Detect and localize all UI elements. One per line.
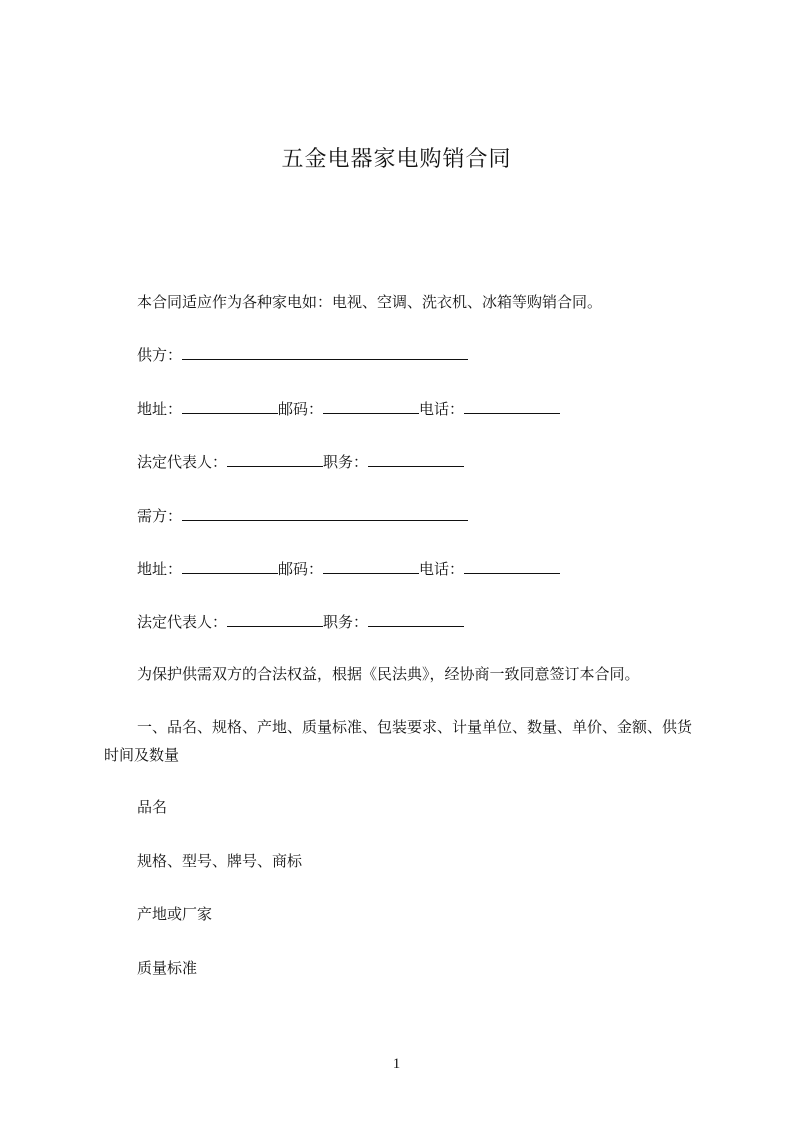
buyer-phone-blank[interactable] [464,558,560,574]
supplier-address-blank[interactable] [182,398,278,414]
supplier-rep-line [137,451,464,472]
intro-text: 本合同适应作为各种家电如：电视、空调、洗衣机、冰箱等购销合同。 [137,293,603,311]
item-spec-model: 规格、型号、牌号、商标 [137,852,303,870]
supplier-postcode-blank[interactable] [323,398,419,414]
buyer-address-label: 地址： [137,560,183,578]
buyer-phone-label: 电话： [419,560,465,578]
agreement-text: 为保护供需双方的合法权益，根据《民法典》，经协商一致同意签订本合同。 [137,665,640,683]
supplier-position-label: 职务： [323,453,369,471]
buyer-rep-line [137,611,464,632]
buyer-blank[interactable] [182,505,468,521]
supplier-address-label: 地址： [137,400,183,418]
buyer-line [137,505,468,526]
supplier-phone-label: 电话： [419,400,465,418]
document-title: 五金电器家电购销合同 [281,147,512,172]
buyer-contact-line [137,558,560,579]
supplier-contact-line [137,398,560,419]
buyer-label: 需方： [137,507,183,525]
supplier-position-blank[interactable] [368,451,464,467]
supplier-legal-rep-blank[interactable] [227,451,323,467]
supplier-postcode-label: 邮码： [278,400,324,418]
item-origin: 产地或厂家 [137,905,213,923]
buyer-postcode-blank[interactable] [323,558,419,574]
item-product-name: 品名 [137,798,168,816]
buyer-position-label: 职务： [323,613,369,631]
supplier-phone-blank[interactable] [464,398,560,414]
supplier-legal-rep-label: 法定代表人： [137,453,228,471]
buyer-position-blank[interactable] [368,611,464,627]
supplier-label: 供方： [137,346,183,364]
buyer-legal-rep-blank[interactable] [227,611,323,627]
section1-heading: 一、品名、规格、产地、质量标准、包装要求、计量单位、数量、单价、金额、供货时间及数量 [104,718,693,764]
buyer-address-blank[interactable] [182,558,278,574]
page-number: 1 [392,1056,401,1072]
item-quality-standard: 质量标准 [137,959,198,977]
buyer-postcode-label: 邮码： [278,560,324,578]
supplier-line [137,344,468,365]
buyer-legal-rep-label: 法定代表人： [137,613,228,631]
supplier-blank[interactable] [182,344,468,360]
